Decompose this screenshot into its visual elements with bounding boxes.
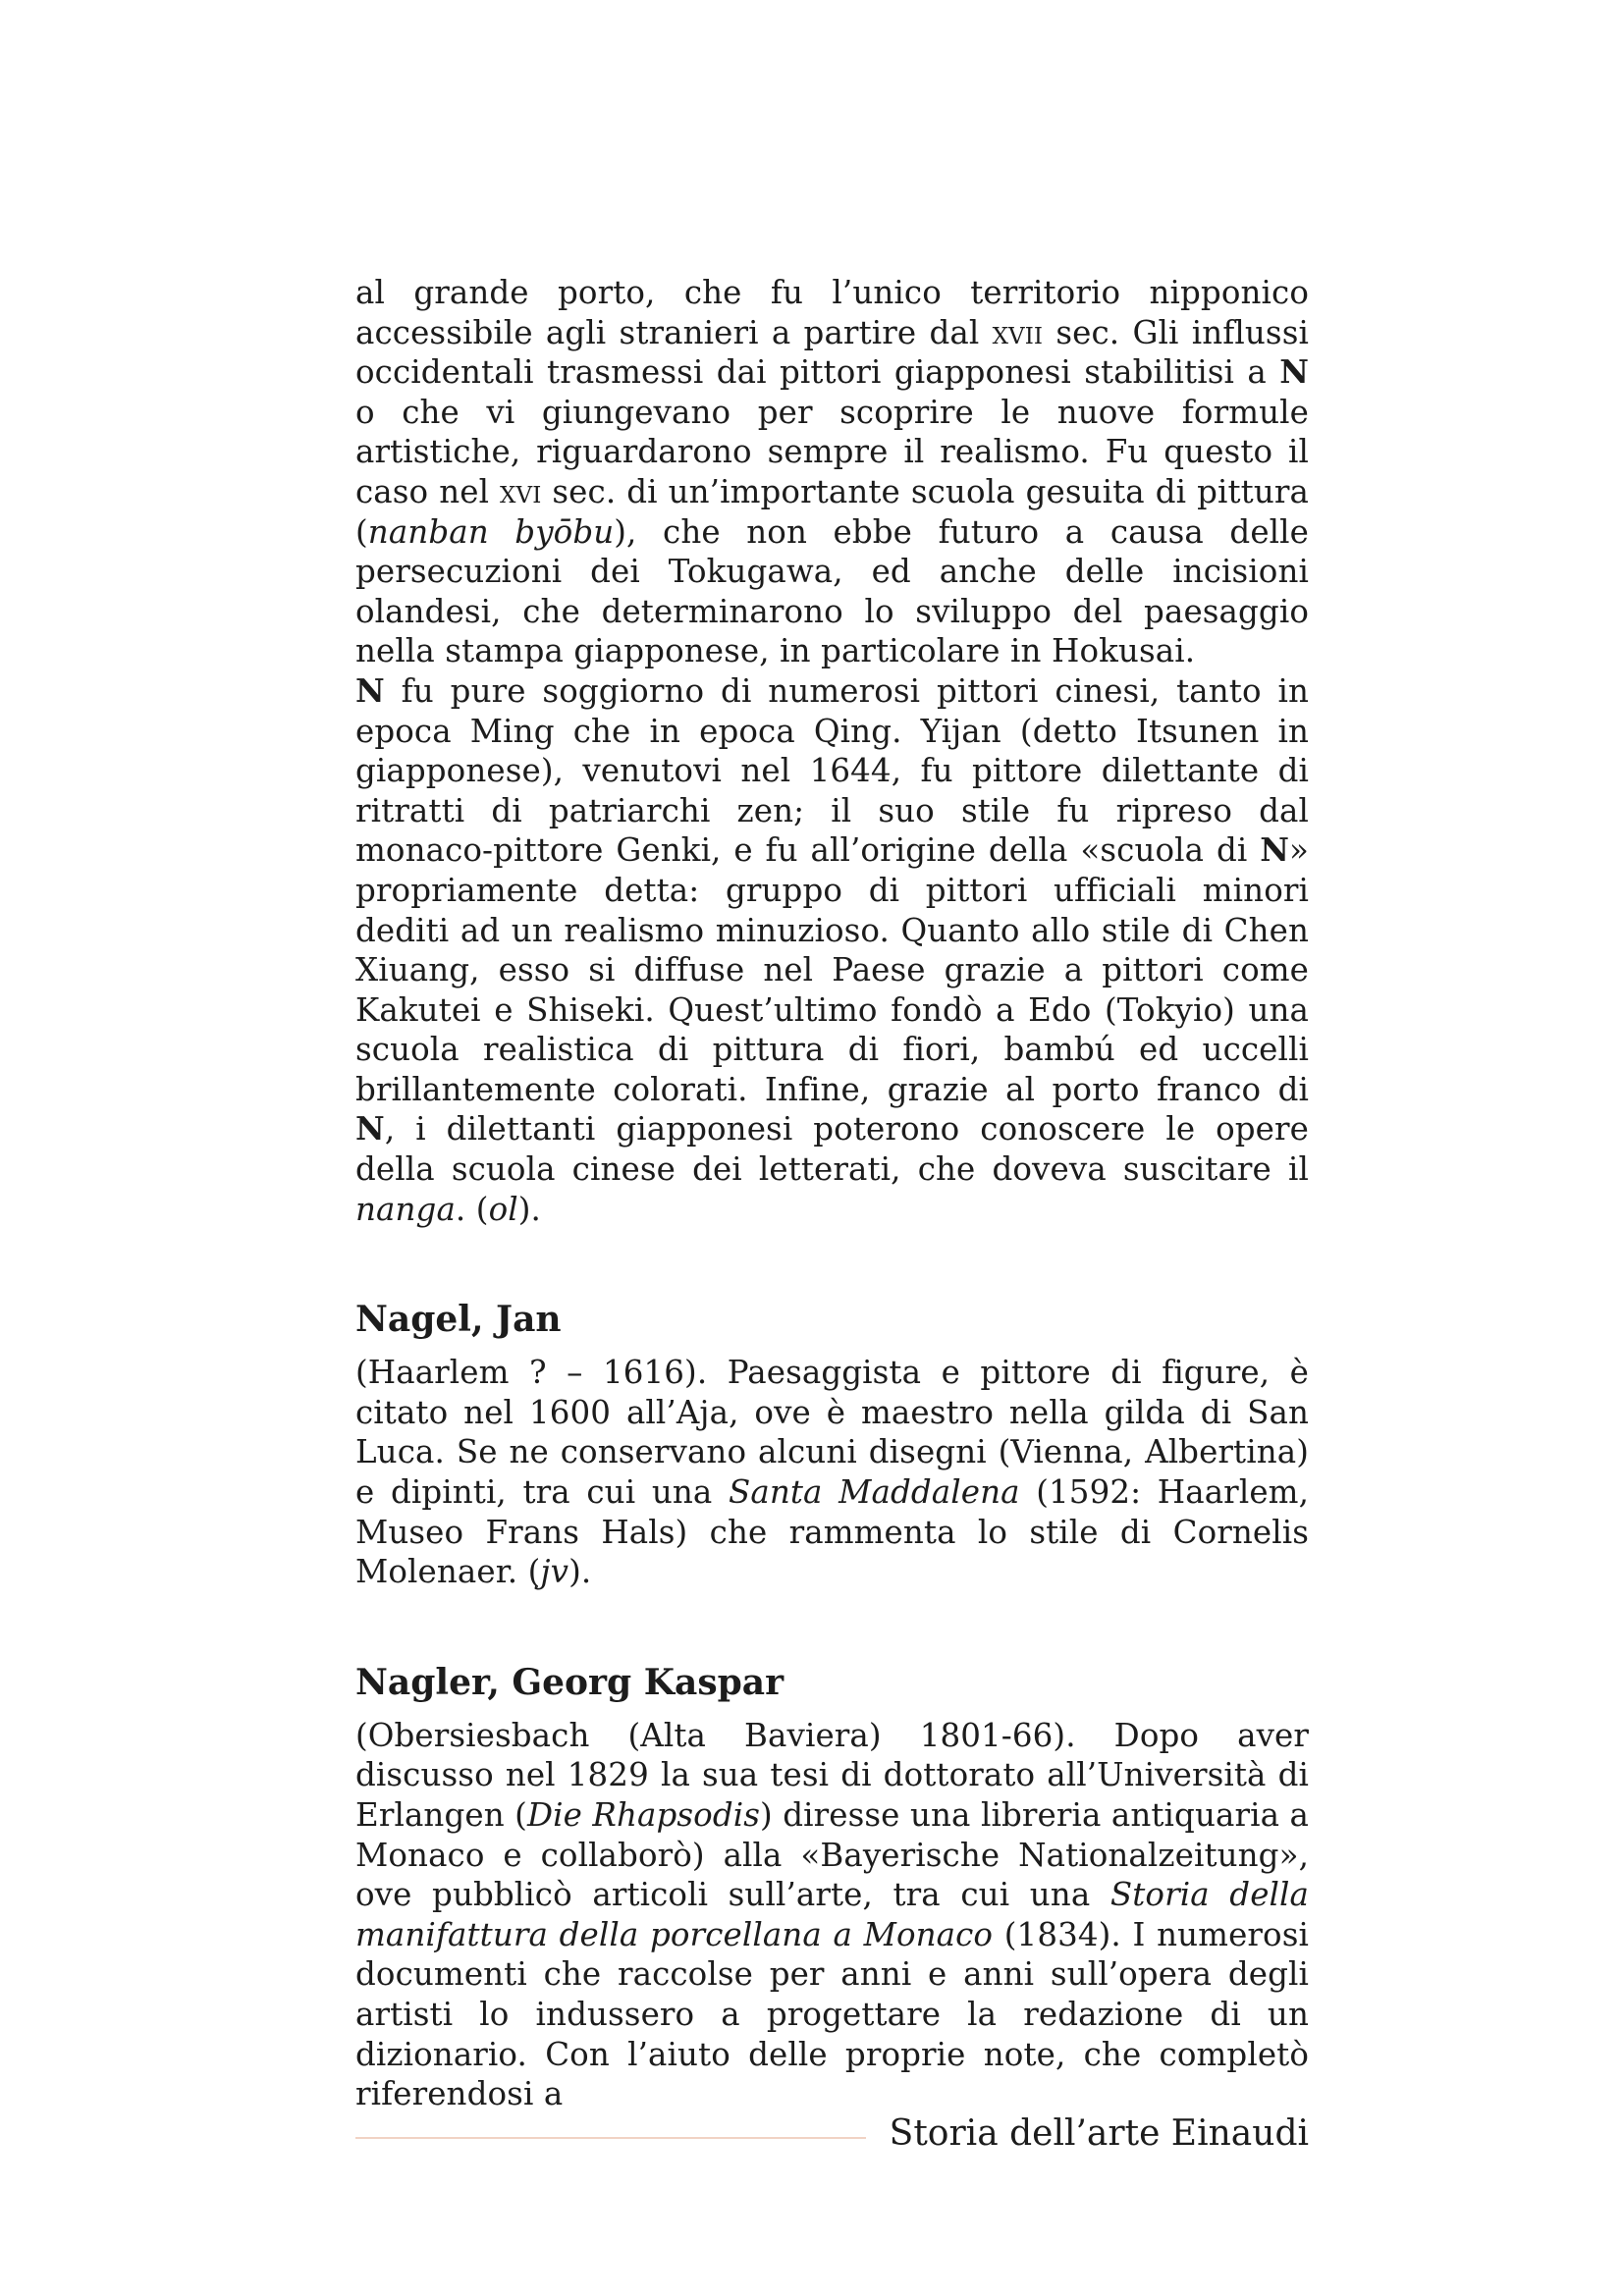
text-span: ). (517, 1190, 541, 1228)
headword-abbrev: N (1279, 352, 1309, 392)
main-text-column (355, 273, 1309, 2114)
text-span: (1834). I numerosi documenti che raccolse per anni e anni sull’opera degli artisti lo indussero a progettare la redazione di un dizionario. Con l’aiuto delle proprie note, che completò riferendosi a (355, 1915, 1309, 2113)
text-span: o che vi giungevano per scoprire le nuove formule artistiche, riguardarono sempre il realismo. Fu questo il caso nel (355, 393, 1309, 510)
text-span: » propriamente detta: gruppo di pittori ufficiali minori dediti ad un realismo minuzioso. Quanto allo stile di Chen Xiuang, esso si diffuse nel Paese grazie a pittori come Kakutei e Shiseki. Quest’ultimo fondò a Edo (Tokyio) una scuola realistica di pittura di fiori, bambú ed uccelli brillantemente colorati. Infine, grazie al porto franco di (355, 831, 1309, 1108)
artwork-title: Santa Maddalena (729, 1473, 1020, 1512)
author-initials: jv (540, 1553, 569, 1591)
text-span: (Obersiesbach (Alta Baviera) 1801-66). Dopo aver discusso nel 1829 la sua tesi di dottorato all’Università di Erlangen ( (355, 1716, 1309, 1834)
paragraph-nagasaki-1 (355, 273, 1309, 671)
text-span: sec. di un’importante scuola gesuita di pittura ( (355, 472, 1309, 551)
century-numeral: xvii (992, 313, 1044, 351)
headword-abbrev: N (1260, 830, 1290, 870)
entry-heading-nagel: Nagel, Jan (355, 1299, 562, 1341)
headword-abbrev: N (355, 1109, 385, 1148)
century-numeral: xvi (500, 472, 542, 510)
entry-body-nagel (355, 1353, 1309, 1592)
entry-heading-nagler: Nagler, Georg Kaspar (355, 1661, 784, 1703)
paragraph-nagasaki-2 (355, 671, 1309, 1229)
text-span: (1592: Haarlem, Museo Frans Hals) che rammenta lo stile di Cornelis Molenaer. ( (355, 1473, 1309, 1591)
text-span: , i dilettanti giapponesi poterono conoscere le opere della scuola cinese dei letterati, che doveva suscitare il (355, 1110, 1309, 1189)
author-initials: ol (488, 1190, 518, 1228)
text-span: (Haarlem ? – 1616). Paesaggista e pittore di figure, è citato nel 1600 all’Aja, ove è maestro nella gilda di San Luca. Se ne conservano alcuni disegni (Vienna, Albertina) e dipinti, tra cui una (355, 1354, 1309, 1512)
italic-term: nanban byōbu (367, 512, 615, 551)
text-span: fu pure soggiorno di numerosi pittori cinesi, tanto in epoca Ming che in epoca Qing. Yijan (detto Itsunen in giapponese), venutovi nel 1644, fu pittore dilettante di ritratti di patriarchi zen; il suo stile fu ripreso dal monaco-pittore Genki, e fu all’origine della «scuola di (355, 671, 1309, 870)
footer-rule (355, 2137, 866, 2139)
text-span: ) diresse una libreria antiquaria a Monaco e collaborò) alla «Bayerische Nationalzeitung», ove pubblicò articoli sull’arte, tra cui una (355, 1796, 1309, 1914)
italic-term: nanga (355, 1190, 456, 1228)
headword-abbrev: N (355, 670, 385, 710)
text-span: sec. Gli influssi occidentali trasmessi dai pittori giapponesi stabilitisi a (355, 313, 1309, 392)
text-span: . ( (455, 1190, 489, 1228)
work-title: Storia della manifattura della porcellana a Monaco (355, 1876, 1309, 1953)
text-span: ), che non ebbe futuro a causa delle persecuzioni dei Tokugawa, ed anche delle incisioni olandesi, che determinarono lo sviluppo del paesaggio nella stampa giapponese, in particolare in Hokusai. (355, 512, 1309, 670)
text-span: al grande porto, che fu l’unico territorio nipponico accessibile agli stranieri a partire dal (355, 274, 1309, 351)
entry-body-nagler (355, 1716, 1309, 2114)
work-title: Die Rhapsodis (526, 1796, 761, 1834)
text-span: ). (568, 1553, 592, 1591)
footer-publication-title: Storia dell’arte Einaudi (889, 2113, 1309, 2154)
